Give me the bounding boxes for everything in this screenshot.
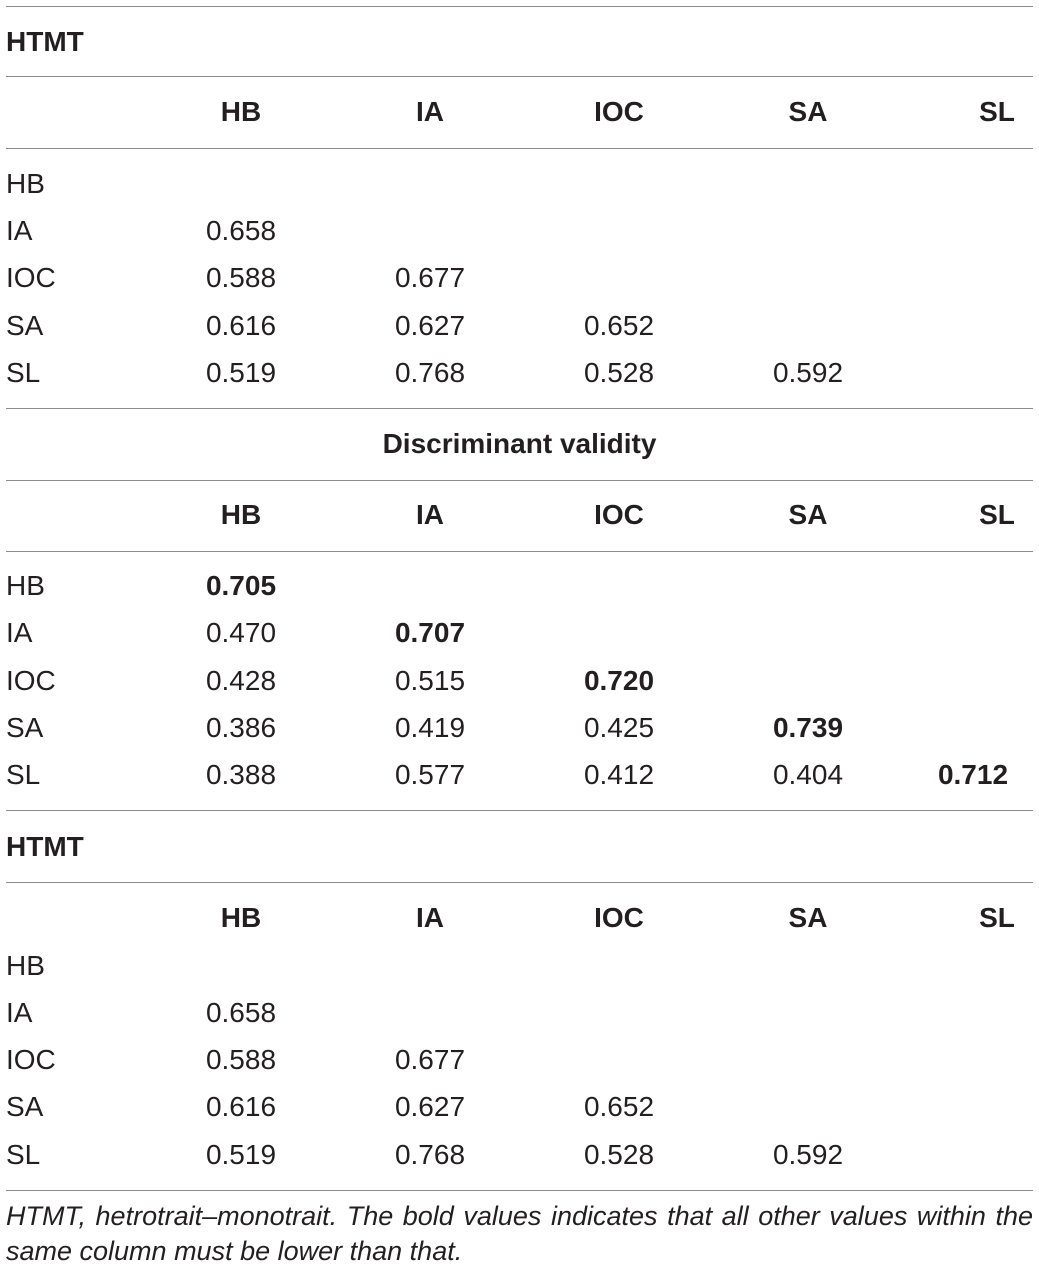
table-cell: 0.652 (583, 310, 655, 341)
row-label: IOC (6, 1044, 56, 1075)
row-label: HB (6, 168, 45, 199)
table-cell: 0.616 (205, 310, 277, 341)
table-footnote: HTMT, hetrotrait–monotrait. The bold values indicates that all other values within the same column must be lower than that. (6, 1201, 1033, 1266)
column-header-ioc: IOC (594, 902, 644, 933)
section2-title: Discriminant validity (382, 428, 657, 459)
column-header-ioc: IOC (594, 499, 644, 530)
section3-title-rule (6, 882, 1033, 883)
row-label: SA (6, 1091, 44, 1122)
diagonal-cell: 0.712 (937, 759, 1009, 790)
section3-title: HTMT (6, 831, 84, 862)
bottom-rule (6, 1190, 1033, 1191)
row-label: SL (6, 1139, 41, 1170)
table-cell: 0.425 (583, 712, 655, 743)
row-label: IA (6, 617, 33, 648)
column-header-sa: SA (788, 902, 828, 933)
row-label: IOC (6, 262, 56, 293)
table-cell: 0.768 (394, 1139, 466, 1170)
column-header-hb: HB (220, 902, 262, 933)
diagonal-cell: 0.707 (394, 617, 466, 648)
table-cell: 0.412 (583, 759, 655, 790)
diagonal-cell: 0.739 (772, 712, 844, 743)
column-header-ia: IA (416, 499, 444, 530)
table-cell: 0.677 (394, 1044, 466, 1075)
table-cell: 0.616 (205, 1091, 277, 1122)
table-cell: 0.515 (394, 665, 466, 696)
column-header-sl: SL (979, 96, 1015, 127)
table-cell: 0.470 (205, 617, 277, 648)
row-label: SA (6, 712, 44, 743)
row-label: SL (6, 357, 41, 388)
section2-header-rule (6, 551, 1033, 552)
table-cell: 0.528 (583, 357, 655, 388)
table-cell: 0.577 (394, 759, 466, 790)
row-label: HB (6, 570, 45, 601)
column-header-sa: SA (788, 499, 828, 530)
column-header-ia: IA (416, 902, 444, 933)
table-cell: 0.652 (583, 1091, 655, 1122)
table-cell: 0.386 (205, 712, 277, 743)
column-header-sa: SA (788, 96, 828, 127)
top-rule (6, 6, 1033, 7)
row-label: HB (6, 950, 45, 981)
table-cell: 0.528 (583, 1139, 655, 1170)
section2-top-rule (6, 408, 1033, 409)
table-cell: 0.627 (394, 1091, 466, 1122)
table-cell: 0.592 (772, 357, 844, 388)
table-cell: 0.388 (205, 759, 277, 790)
column-header-hb: HB (220, 96, 262, 127)
section1-header-rule (6, 148, 1033, 149)
row-label: SL (6, 759, 41, 790)
section3-top-rule (6, 810, 1033, 811)
table-cell: 0.588 (205, 1044, 277, 1075)
table-cell: 0.404 (772, 759, 844, 790)
diagonal-cell: 0.720 (583, 665, 655, 696)
table-cell: 0.588 (205, 262, 277, 293)
column-header-hb: HB (220, 499, 262, 530)
row-label: IA (6, 215, 33, 246)
table-cell: 0.658 (205, 997, 277, 1028)
table-cell: 0.677 (394, 262, 466, 293)
section1-title-rule (6, 76, 1033, 77)
table-cell: 0.592 (772, 1139, 844, 1170)
row-label: IA (6, 997, 33, 1028)
table-cell: 0.768 (394, 357, 466, 388)
column-header-ia: IA (416, 96, 444, 127)
column-header-sl: SL (979, 902, 1015, 933)
diagonal-cell: 0.705 (205, 570, 277, 601)
table-cell: 0.627 (394, 310, 466, 341)
row-label: IOC (6, 665, 56, 696)
table-cell: 0.658 (205, 215, 277, 246)
column-header-ioc: IOC (594, 96, 644, 127)
column-header-sl: SL (979, 499, 1015, 530)
table-cell: 0.428 (205, 665, 277, 696)
table-cell: 0.519 (205, 357, 277, 388)
table-cell: 0.519 (205, 1139, 277, 1170)
row-label: SA (6, 310, 44, 341)
section1-title: HTMT (6, 26, 84, 57)
table-cell: 0.419 (394, 712, 466, 743)
section2-title-rule (6, 480, 1033, 481)
